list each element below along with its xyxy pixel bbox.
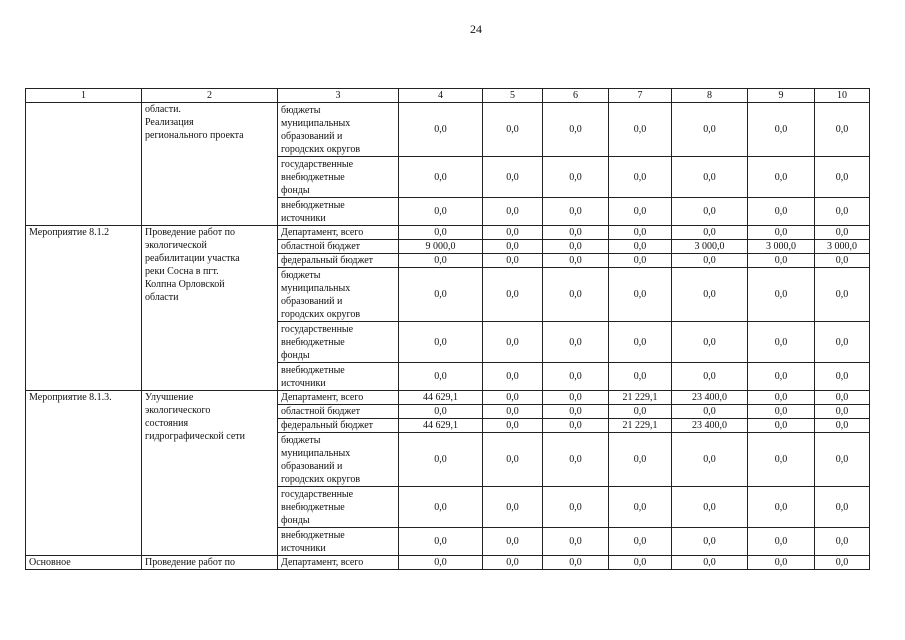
amount-cell: 0,0 bbox=[543, 268, 609, 322]
amount-cell: 0,0 bbox=[483, 198, 543, 226]
column-header: 5 bbox=[483, 89, 543, 103]
amount-cell: 0,0 bbox=[748, 226, 815, 240]
event-name-cell: Проведение работ по экологической реабилитации участка реки Сосна в пгт. Колпна Орловской области bbox=[142, 226, 278, 391]
amount-cell: 0,0 bbox=[399, 433, 483, 487]
amount-cell: 0,0 bbox=[672, 226, 748, 240]
amount-cell: 0,0 bbox=[483, 363, 543, 391]
amount-cell: 0,0 bbox=[748, 433, 815, 487]
amount-cell: 0,0 bbox=[609, 363, 672, 391]
amount-cell: 21 229,1 bbox=[609, 419, 672, 433]
funding-source-cell: бюджеты муниципальных образований и городских округов bbox=[278, 103, 399, 157]
amount-cell: 0,0 bbox=[609, 103, 672, 157]
amount-cell: 0,0 bbox=[399, 268, 483, 322]
amount-cell: 0,0 bbox=[399, 322, 483, 363]
amount-cell: 0,0 bbox=[399, 405, 483, 419]
event-id-cell: Мероприятие 8.1.2 bbox=[26, 226, 142, 391]
funding-source-cell: областной бюджет bbox=[278, 405, 399, 419]
column-header: 10 bbox=[815, 89, 870, 103]
amount-cell: 0,0 bbox=[748, 198, 815, 226]
amount-cell: 0,0 bbox=[483, 322, 543, 363]
page-number: 24 bbox=[470, 22, 482, 36]
amount-cell: 0,0 bbox=[399, 198, 483, 226]
amount-cell: 0,0 bbox=[748, 254, 815, 268]
amount-cell: 0,0 bbox=[672, 157, 748, 198]
column-header: 9 bbox=[748, 89, 815, 103]
header-row bbox=[26, 89, 870, 103]
amount-cell: 0,0 bbox=[399, 226, 483, 240]
amount-cell: 0,0 bbox=[748, 405, 815, 419]
amount-cell: 0,0 bbox=[672, 433, 748, 487]
amount-cell: 0,0 bbox=[815, 391, 870, 405]
amount-cell: 0,0 bbox=[399, 556, 483, 570]
amount-cell: 0,0 bbox=[748, 157, 815, 198]
amount-cell: 23 400,0 bbox=[672, 419, 748, 433]
amount-cell: 0,0 bbox=[815, 419, 870, 433]
amount-cell: 23 400,0 bbox=[672, 391, 748, 405]
amount-cell: 0,0 bbox=[609, 556, 672, 570]
amount-cell: 0,0 bbox=[543, 391, 609, 405]
budget-table bbox=[25, 88, 870, 570]
table-row bbox=[26, 391, 870, 405]
amount-cell: 0,0 bbox=[815, 198, 870, 226]
event-id-cell: Основное bbox=[26, 556, 142, 570]
amount-cell: 0,0 bbox=[543, 487, 609, 528]
funding-source-cell: государственные внебюджетные фонды bbox=[278, 322, 399, 363]
amount-cell: 0,0 bbox=[543, 405, 609, 419]
amount-cell: 0,0 bbox=[748, 363, 815, 391]
amount-cell: 0,0 bbox=[543, 226, 609, 240]
amount-cell: 0,0 bbox=[815, 226, 870, 240]
amount-cell: 3 000,0 bbox=[748, 240, 815, 254]
amount-cell: 0,0 bbox=[815, 322, 870, 363]
event-name-cell: Проведение работ по bbox=[142, 556, 278, 570]
amount-cell: 0,0 bbox=[609, 157, 672, 198]
amount-cell: 0,0 bbox=[815, 103, 870, 157]
amount-cell: 0,0 bbox=[483, 556, 543, 570]
amount-cell: 0,0 bbox=[672, 268, 748, 322]
amount-cell: 0,0 bbox=[815, 254, 870, 268]
amount-cell: 0,0 bbox=[609, 322, 672, 363]
amount-cell: 0,0 bbox=[748, 103, 815, 157]
amount-cell: 0,0 bbox=[483, 487, 543, 528]
amount-cell: 0,0 bbox=[543, 322, 609, 363]
funding-source-cell: Департамент, всего bbox=[278, 391, 399, 405]
amount-cell: 3 000,0 bbox=[815, 240, 870, 254]
amount-cell: 0,0 bbox=[399, 103, 483, 157]
amount-cell: 0,0 bbox=[815, 433, 870, 487]
event-id-cell bbox=[26, 103, 142, 226]
amount-cell: 0,0 bbox=[672, 103, 748, 157]
amount-cell: 0,0 bbox=[399, 487, 483, 528]
amount-cell: 0,0 bbox=[483, 254, 543, 268]
amount-cell: 0,0 bbox=[748, 391, 815, 405]
amount-cell: 0,0 bbox=[483, 226, 543, 240]
amount-cell: 0,0 bbox=[748, 528, 815, 556]
amount-cell: 0,0 bbox=[543, 363, 609, 391]
amount-cell: 0,0 bbox=[483, 240, 543, 254]
column-header: 7 bbox=[609, 89, 672, 103]
amount-cell: 0,0 bbox=[609, 254, 672, 268]
amount-cell: 0,0 bbox=[543, 433, 609, 487]
funding-source-cell: государственные внебюджетные фонды bbox=[278, 487, 399, 528]
amount-cell: 0,0 bbox=[483, 433, 543, 487]
amount-cell: 0,0 bbox=[672, 322, 748, 363]
amount-cell: 0,0 bbox=[609, 433, 672, 487]
amount-cell: 0,0 bbox=[483, 268, 543, 322]
funding-source-cell: федеральный бюджет bbox=[278, 419, 399, 433]
amount-cell: 0,0 bbox=[672, 528, 748, 556]
amount-cell: 0,0 bbox=[543, 528, 609, 556]
amount-cell: 0,0 bbox=[543, 103, 609, 157]
amount-cell: 0,0 bbox=[748, 487, 815, 528]
amount-cell: 0,0 bbox=[483, 391, 543, 405]
column-header: 1 bbox=[26, 89, 142, 103]
amount-cell: 0,0 bbox=[609, 528, 672, 556]
amount-cell: 0,0 bbox=[483, 528, 543, 556]
amount-cell: 0,0 bbox=[399, 254, 483, 268]
funding-source-cell: Департамент, всего bbox=[278, 226, 399, 240]
event-name-cell: Улучшение экологического состояния гидрографической сети bbox=[142, 391, 278, 556]
table-row bbox=[26, 556, 870, 570]
amount-cell: 3 000,0 bbox=[672, 240, 748, 254]
amount-cell: 0,0 bbox=[609, 405, 672, 419]
table-row bbox=[26, 103, 870, 157]
amount-cell: 0,0 bbox=[609, 487, 672, 528]
amount-cell: 9 000,0 bbox=[399, 240, 483, 254]
funding-source-cell: внебюджетные источники bbox=[278, 198, 399, 226]
funding-source-cell: бюджеты муниципальных образований и городских округов bbox=[278, 268, 399, 322]
amount-cell: 0,0 bbox=[672, 198, 748, 226]
amount-cell: 0,0 bbox=[483, 157, 543, 198]
amount-cell: 0,0 bbox=[672, 487, 748, 528]
amount-cell: 0,0 bbox=[748, 556, 815, 570]
column-header: 4 bbox=[399, 89, 483, 103]
amount-cell: 0,0 bbox=[748, 322, 815, 363]
amount-cell: 0,0 bbox=[483, 103, 543, 157]
amount-cell: 0,0 bbox=[815, 487, 870, 528]
amount-cell: 0,0 bbox=[543, 240, 609, 254]
amount-cell: 0,0 bbox=[543, 198, 609, 226]
amount-cell: 0,0 bbox=[543, 419, 609, 433]
amount-cell: 0,0 bbox=[815, 157, 870, 198]
amount-cell: 0,0 bbox=[609, 240, 672, 254]
amount-cell: 0,0 bbox=[483, 419, 543, 433]
funding-source-cell: областной бюджет bbox=[278, 240, 399, 254]
funding-source-cell: внебюджетные источники bbox=[278, 363, 399, 391]
amount-cell: 0,0 bbox=[543, 157, 609, 198]
column-header: 3 bbox=[278, 89, 399, 103]
amount-cell: 0,0 bbox=[543, 254, 609, 268]
amount-cell: 44 629,1 bbox=[399, 419, 483, 433]
amount-cell: 0,0 bbox=[672, 405, 748, 419]
amount-cell: 0,0 bbox=[672, 556, 748, 570]
amount-cell: 0,0 bbox=[815, 363, 870, 391]
table-row bbox=[26, 226, 870, 240]
amount-cell: 0,0 bbox=[399, 157, 483, 198]
amount-cell: 21 229,1 bbox=[609, 391, 672, 405]
funding-source-cell: государственные внебюджетные фонды bbox=[278, 157, 399, 198]
amount-cell: 0,0 bbox=[483, 405, 543, 419]
column-header: 2 bbox=[142, 89, 278, 103]
amount-cell: 0,0 bbox=[815, 268, 870, 322]
funding-source-cell: внебюджетные источники bbox=[278, 528, 399, 556]
amount-cell: 0,0 bbox=[399, 528, 483, 556]
amount-cell: 0,0 bbox=[815, 405, 870, 419]
column-header: 8 bbox=[672, 89, 748, 103]
amount-cell: 0,0 bbox=[672, 363, 748, 391]
amount-cell: 0,0 bbox=[815, 556, 870, 570]
funding-source-cell: федеральный бюджет bbox=[278, 254, 399, 268]
amount-cell: 0,0 bbox=[543, 556, 609, 570]
funding-source-cell: Департамент, всего bbox=[278, 556, 399, 570]
amount-cell: 0,0 bbox=[609, 226, 672, 240]
amount-cell: 0,0 bbox=[609, 198, 672, 226]
event-id-cell: Мероприятие 8.1.3. bbox=[26, 391, 142, 556]
amount-cell: 0,0 bbox=[748, 268, 815, 322]
event-name-cell: области. Реализация регионального проекта bbox=[142, 103, 278, 226]
column-header: 6 bbox=[543, 89, 609, 103]
amount-cell: 0,0 bbox=[399, 363, 483, 391]
amount-cell: 0,0 bbox=[748, 419, 815, 433]
funding-source-cell: бюджеты муниципальных образований и городских округов bbox=[278, 433, 399, 487]
amount-cell: 44 629,1 bbox=[399, 391, 483, 405]
amount-cell: 0,0 bbox=[815, 528, 870, 556]
amount-cell: 0,0 bbox=[609, 268, 672, 322]
amount-cell: 0,0 bbox=[672, 254, 748, 268]
